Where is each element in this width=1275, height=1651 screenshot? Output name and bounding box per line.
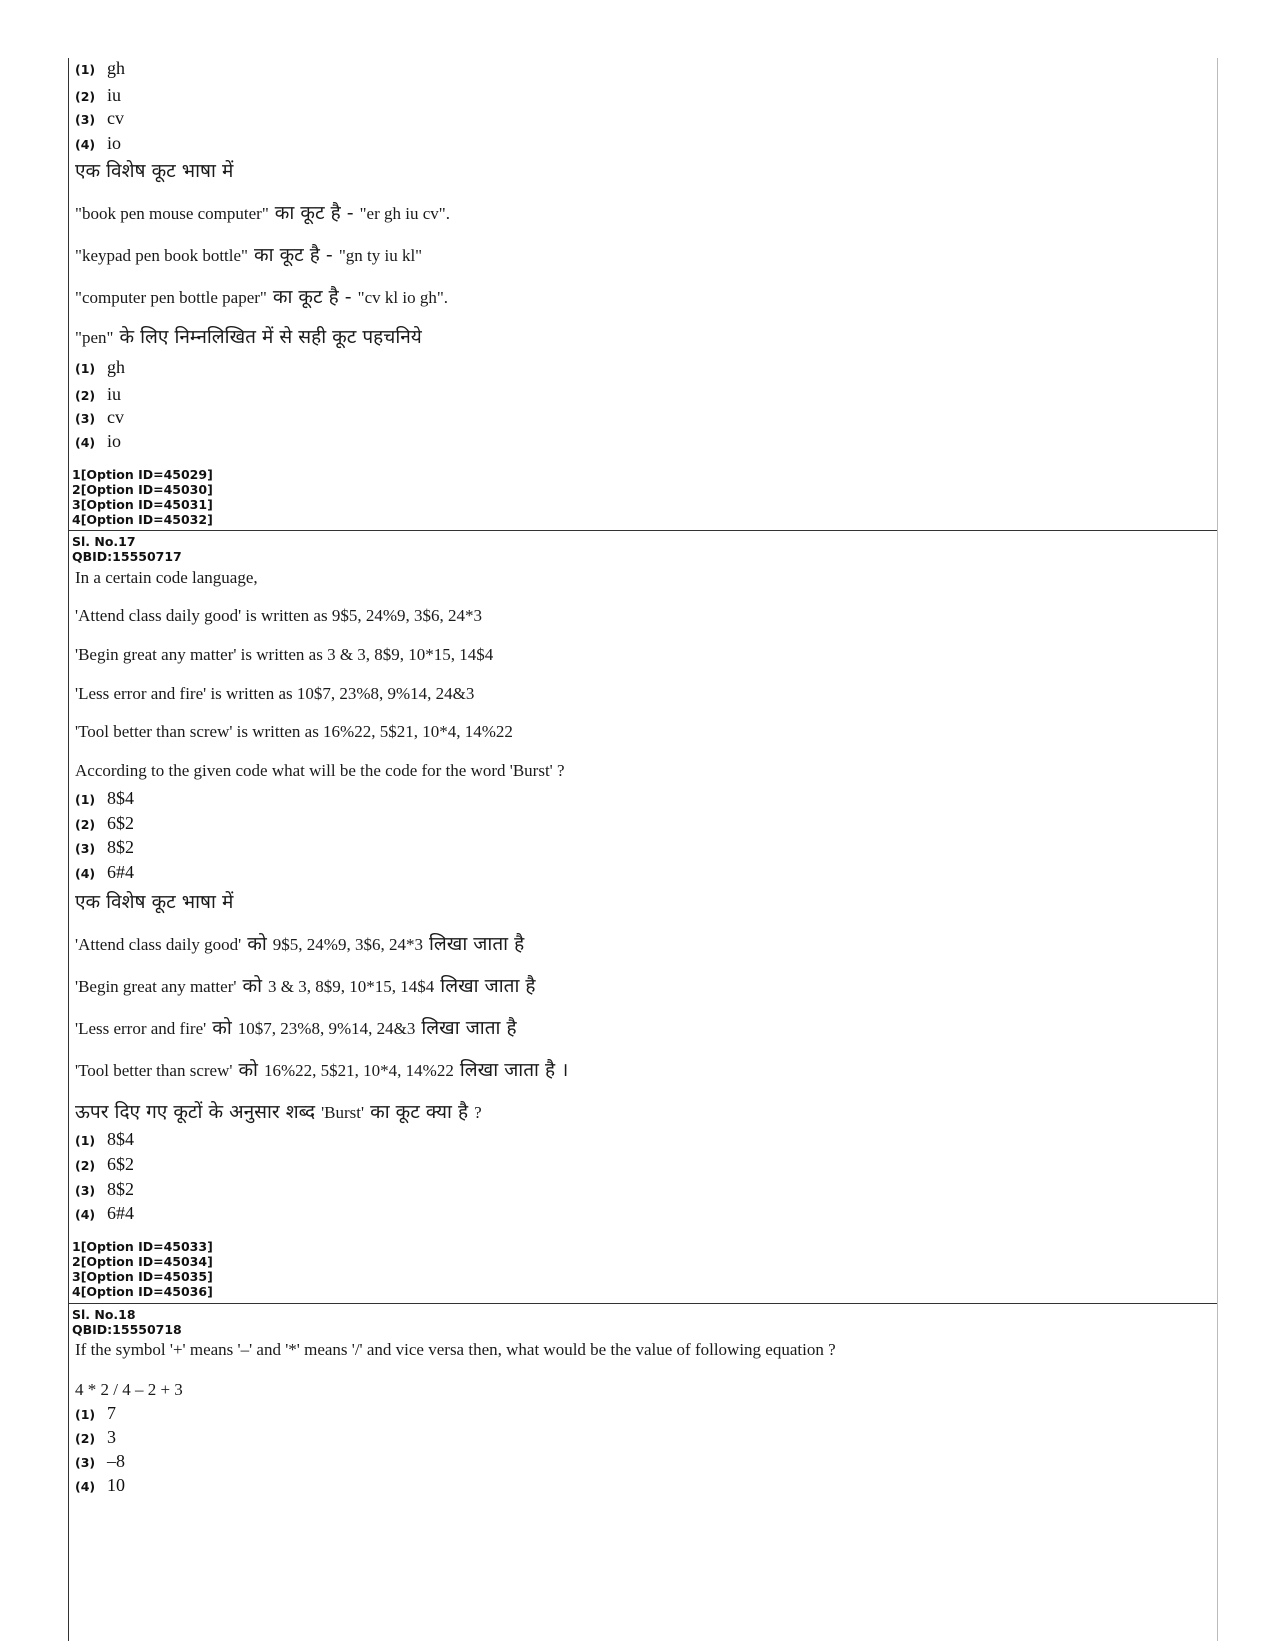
serial-number: Sl. No.18 (72, 1307, 136, 1322)
option-row (75, 431, 121, 452)
option-value: gh (107, 58, 125, 78)
hindi-question: "pen" के लिए निम्नलिखित में से सही कूट पहचनिये (75, 326, 422, 348)
qbid: QBID:15550717 (72, 549, 182, 564)
option-number: (4) (75, 1207, 96, 1222)
option-id: 1[Option ID=45033] (72, 1239, 213, 1254)
option-number: (3) (75, 1183, 96, 1198)
option-number: (1) (75, 1407, 96, 1422)
serial-number: Sl. No.17 (72, 534, 136, 549)
option-row (75, 108, 124, 129)
option-id: 4[Option ID=45032] (72, 512, 213, 527)
option-number: (4) (75, 866, 96, 881)
option-value: iu (107, 384, 122, 404)
option-row (75, 788, 134, 809)
option-row (75, 85, 121, 106)
option-value: 8$2 (107, 837, 134, 857)
option-number: (4) (75, 435, 96, 450)
option-number: (1) (75, 792, 96, 807)
option-row (75, 1154, 134, 1175)
option-row (75, 862, 134, 883)
option-row (75, 1129, 134, 1150)
option-value: iu (107, 85, 122, 105)
option-id-list (72, 1239, 213, 1299)
option-row (75, 133, 121, 154)
question-separator (69, 530, 1217, 531)
option-value: io (107, 431, 122, 451)
hindi-intro: एक विशेष कूट भाषा में (75, 891, 234, 913)
option-value: –8 (107, 1451, 125, 1471)
option-id: 3[Option ID=45031] (72, 497, 213, 512)
option-row (75, 384, 121, 405)
hindi-code-line: 'Begin great any matter' को 3 & 3, 8$9, 10*15, 14$4 लिखा जाता है (75, 975, 536, 997)
option-id: 2[Option ID=45034] (72, 1254, 213, 1269)
hindi-question: ऊपर दिए गए कूटों के अनुसार शब्द 'Burst' का कूट क्या है ? (75, 1101, 482, 1123)
code-line: 'Attend class daily good' is written as 9$5, 24%9, 3$6, 24*3 (75, 606, 482, 625)
option-value: 8$2 (107, 1179, 134, 1199)
option-value: 6#4 (107, 862, 134, 882)
option-value: 6#4 (107, 1203, 134, 1223)
option-number: (2) (75, 1158, 96, 1173)
question-header (72, 1307, 182, 1337)
option-row (75, 1427, 116, 1448)
option-id: 4[Option ID=45036] (72, 1284, 213, 1299)
option-id: 2[Option ID=45030] (72, 482, 213, 497)
code-line: 'Less error and fire' is written as 10$7, 23%8, 9%14, 24&3 (75, 684, 475, 703)
option-row (75, 1475, 125, 1496)
option-number: (4) (75, 1479, 96, 1494)
option-row (75, 407, 124, 428)
option-number: (2) (75, 388, 96, 403)
question-paper-frame (68, 58, 1218, 1641)
option-value: cv (107, 108, 124, 128)
option-row (75, 58, 125, 79)
option-row (75, 357, 125, 378)
option-number: (3) (75, 1455, 96, 1470)
option-number: (3) (75, 841, 96, 856)
option-number: (2) (75, 1431, 96, 1446)
question-intro: In a certain code language, (75, 568, 258, 587)
question-text: According to the given code what will be the code for the word 'Burst' ? (75, 761, 565, 780)
qbid: QBID:15550718 (72, 1322, 182, 1337)
option-number: (4) (75, 137, 96, 152)
question-separator (69, 1303, 1217, 1304)
option-row (75, 1179, 134, 1200)
option-id: 3[Option ID=45035] (72, 1269, 213, 1284)
option-row (75, 837, 134, 858)
option-value: 6$2 (107, 813, 134, 833)
option-row (75, 1451, 125, 1472)
option-value: 8$4 (107, 1129, 134, 1149)
option-number: (1) (75, 1133, 96, 1148)
question-header (72, 534, 182, 564)
option-value: 8$4 (107, 788, 134, 808)
question-text: If the symbol '+' means '–' and '*' means '/' and vice versa then, what would be the value of following equation ? (75, 1340, 836, 1359)
option-row (75, 813, 134, 834)
option-number: (3) (75, 411, 96, 426)
option-id: 1[Option ID=45029] (72, 467, 213, 482)
hindi-code-line: 'Less error and fire' को 10$7, 23%8, 9%14, 24&3 लिखा जाता है (75, 1017, 517, 1039)
option-number: (2) (75, 89, 96, 104)
hindi-code-line: "keypad pen book bottle" का कूट है - "gn ty iu kl" (75, 244, 423, 266)
hindi-code-line: 'Tool better than screw' को 16%22, 5$21, 10*4, 14%22 लिखा जाता है । (75, 1059, 569, 1081)
code-line: 'Begin great any matter' is written as 3 & 3, 8$9, 10*15, 14$4 (75, 645, 494, 664)
option-number: (1) (75, 361, 96, 376)
code-line: 'Tool better than screw' is written as 16%22, 5$21, 10*4, 14%22 (75, 722, 513, 741)
option-row (75, 1403, 116, 1424)
option-value: 7 (107, 1403, 116, 1423)
option-value: io (107, 133, 122, 153)
option-value: gh (107, 357, 125, 377)
option-number: (2) (75, 817, 96, 832)
option-value: cv (107, 407, 124, 427)
hindi-code-line: "computer pen bottle paper" का कूट है - "cv kl io gh". (75, 286, 449, 308)
hindi-code-line: 'Attend class daily good' को 9$5, 24%9, 3$6, 24*3 लिखा जाता है (75, 933, 525, 955)
hindi-intro: एक विशेष कूट भाषा में (75, 160, 234, 182)
equation: 4 * 2 / 4 – 2 + 3 (75, 1380, 183, 1399)
option-value: 6$2 (107, 1154, 134, 1174)
option-value: 10 (107, 1475, 125, 1495)
hindi-code-line: "book pen mouse computer" का कूट है - "er gh iu cv". (75, 202, 450, 224)
option-value: 3 (107, 1427, 116, 1447)
option-number: (1) (75, 62, 96, 77)
option-number: (3) (75, 112, 96, 127)
option-id-list (72, 467, 213, 527)
option-row (75, 1203, 134, 1224)
